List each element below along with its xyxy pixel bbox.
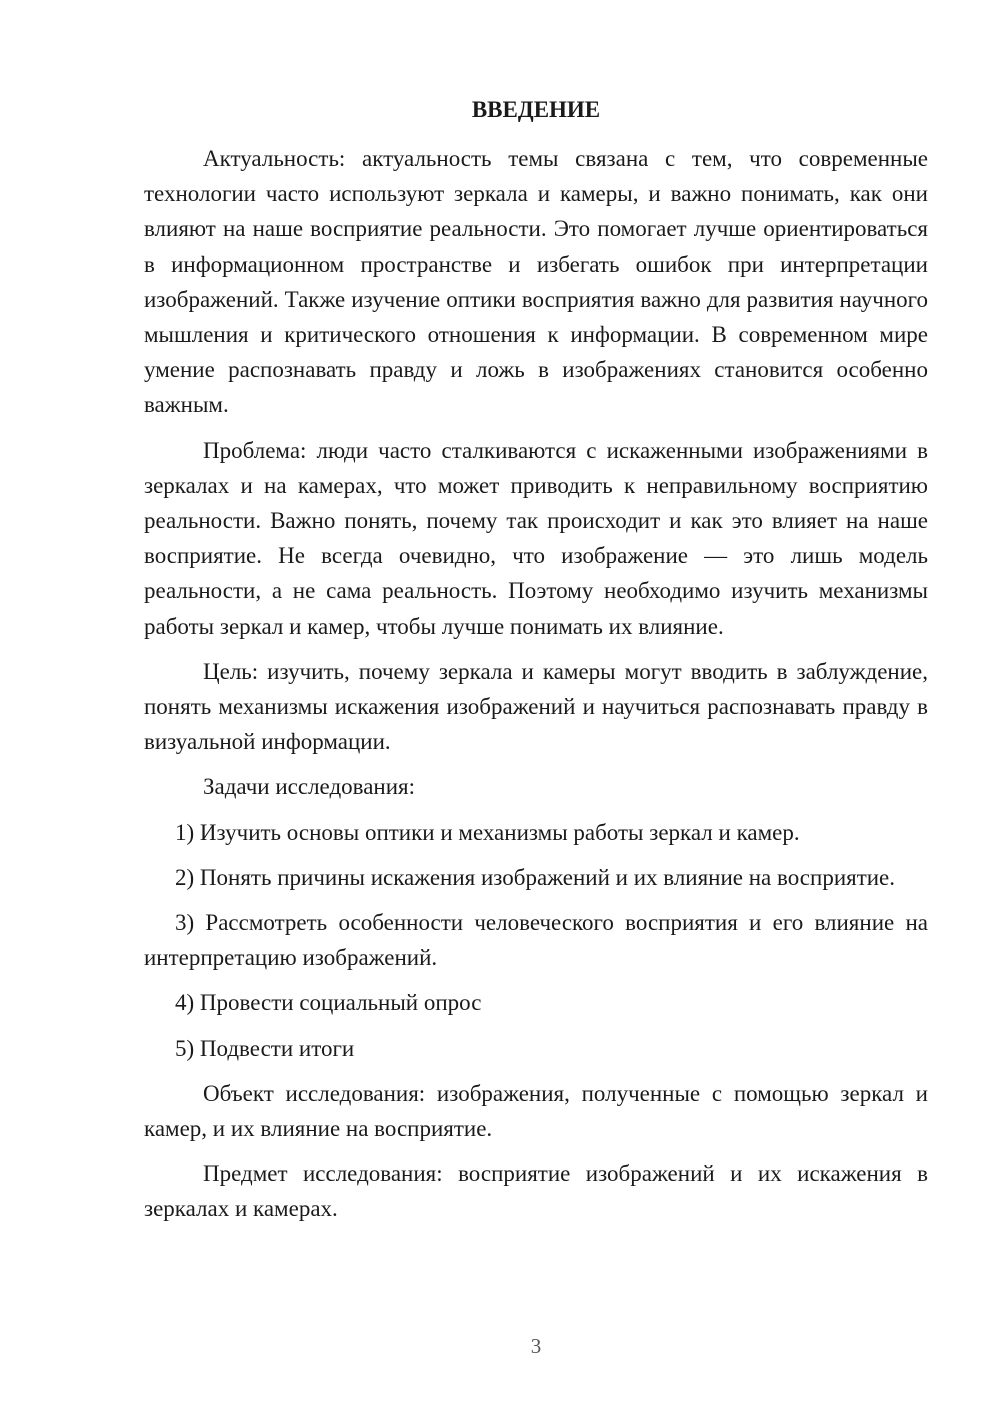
- page-number: 3: [530, 1334, 542, 1358]
- paragraph-research-subject: Предмет исследования: восприятие изображений и их искажения в зеркалах и камерах.: [144, 1161, 928, 1222]
- task-item-4: 4) Провести социальный опрос: [175, 990, 482, 1016]
- paragraph-tasks-heading: Задачи исследования:: [203, 774, 416, 800]
- section-title: ВВЕДЕНИЕ: [471, 97, 601, 122]
- task-item-2: 2) Понять причины искажения изображений и их влияние на восприятие.: [175, 864, 896, 890]
- task-item-5: 5) Подвести итоги: [175, 1035, 355, 1061]
- paragraph-relevance: Актуальность: актуальность темы связана с тем, что современные технологии часто используют зеркала и камеры, и важно понимать, как они влияют на наше восприятие реальности. Это помогает лучше ориентироваться в информационном пространстве и избегать ошибок при интерпретации изображений. Также изучение оптики восприятия важно для развития научного мышления и критического отношения к информации. В современном мире умение распознавать правду и ложь в изображениях становится особенно важным.: [144, 146, 928, 418]
- paragraph-research-object: Объект исследования: изображения, полученные с помощью зеркал и камер, и их влияние на восприятие.: [144, 1080, 928, 1142]
- task-item-3: 3) Рассмотреть особенности человеческого восприятия и его влияние на интерпретацию изображений.: [144, 910, 928, 971]
- paragraph-goal: Цель: изучить, почему зеркала и камеры могут вводить в заблуждение, понять механизмы искажения изображений и научиться распознавать правду в визуальной информации.: [144, 658, 928, 755]
- page-content: [144, 92, 928, 1237]
- task-item-1: 1) Изучить основы оптики и механизмы работы зеркал и камер.: [175, 819, 800, 845]
- paragraph-problem: Проблема: люди часто сталкиваются с искаженными изображениями в зеркалах и на камерах, что может приводить к неправильному восприятию реальности. Важно понять, почему так происходит и как это влияет на наше восприятие. Не всегда очевидно, что изображение — это лишь модель реальности, а не сама реальность. Поэтому необходимо изучить механизмы работы зеркал и камер, чтобы лучше понимать их влияние.: [144, 437, 928, 639]
